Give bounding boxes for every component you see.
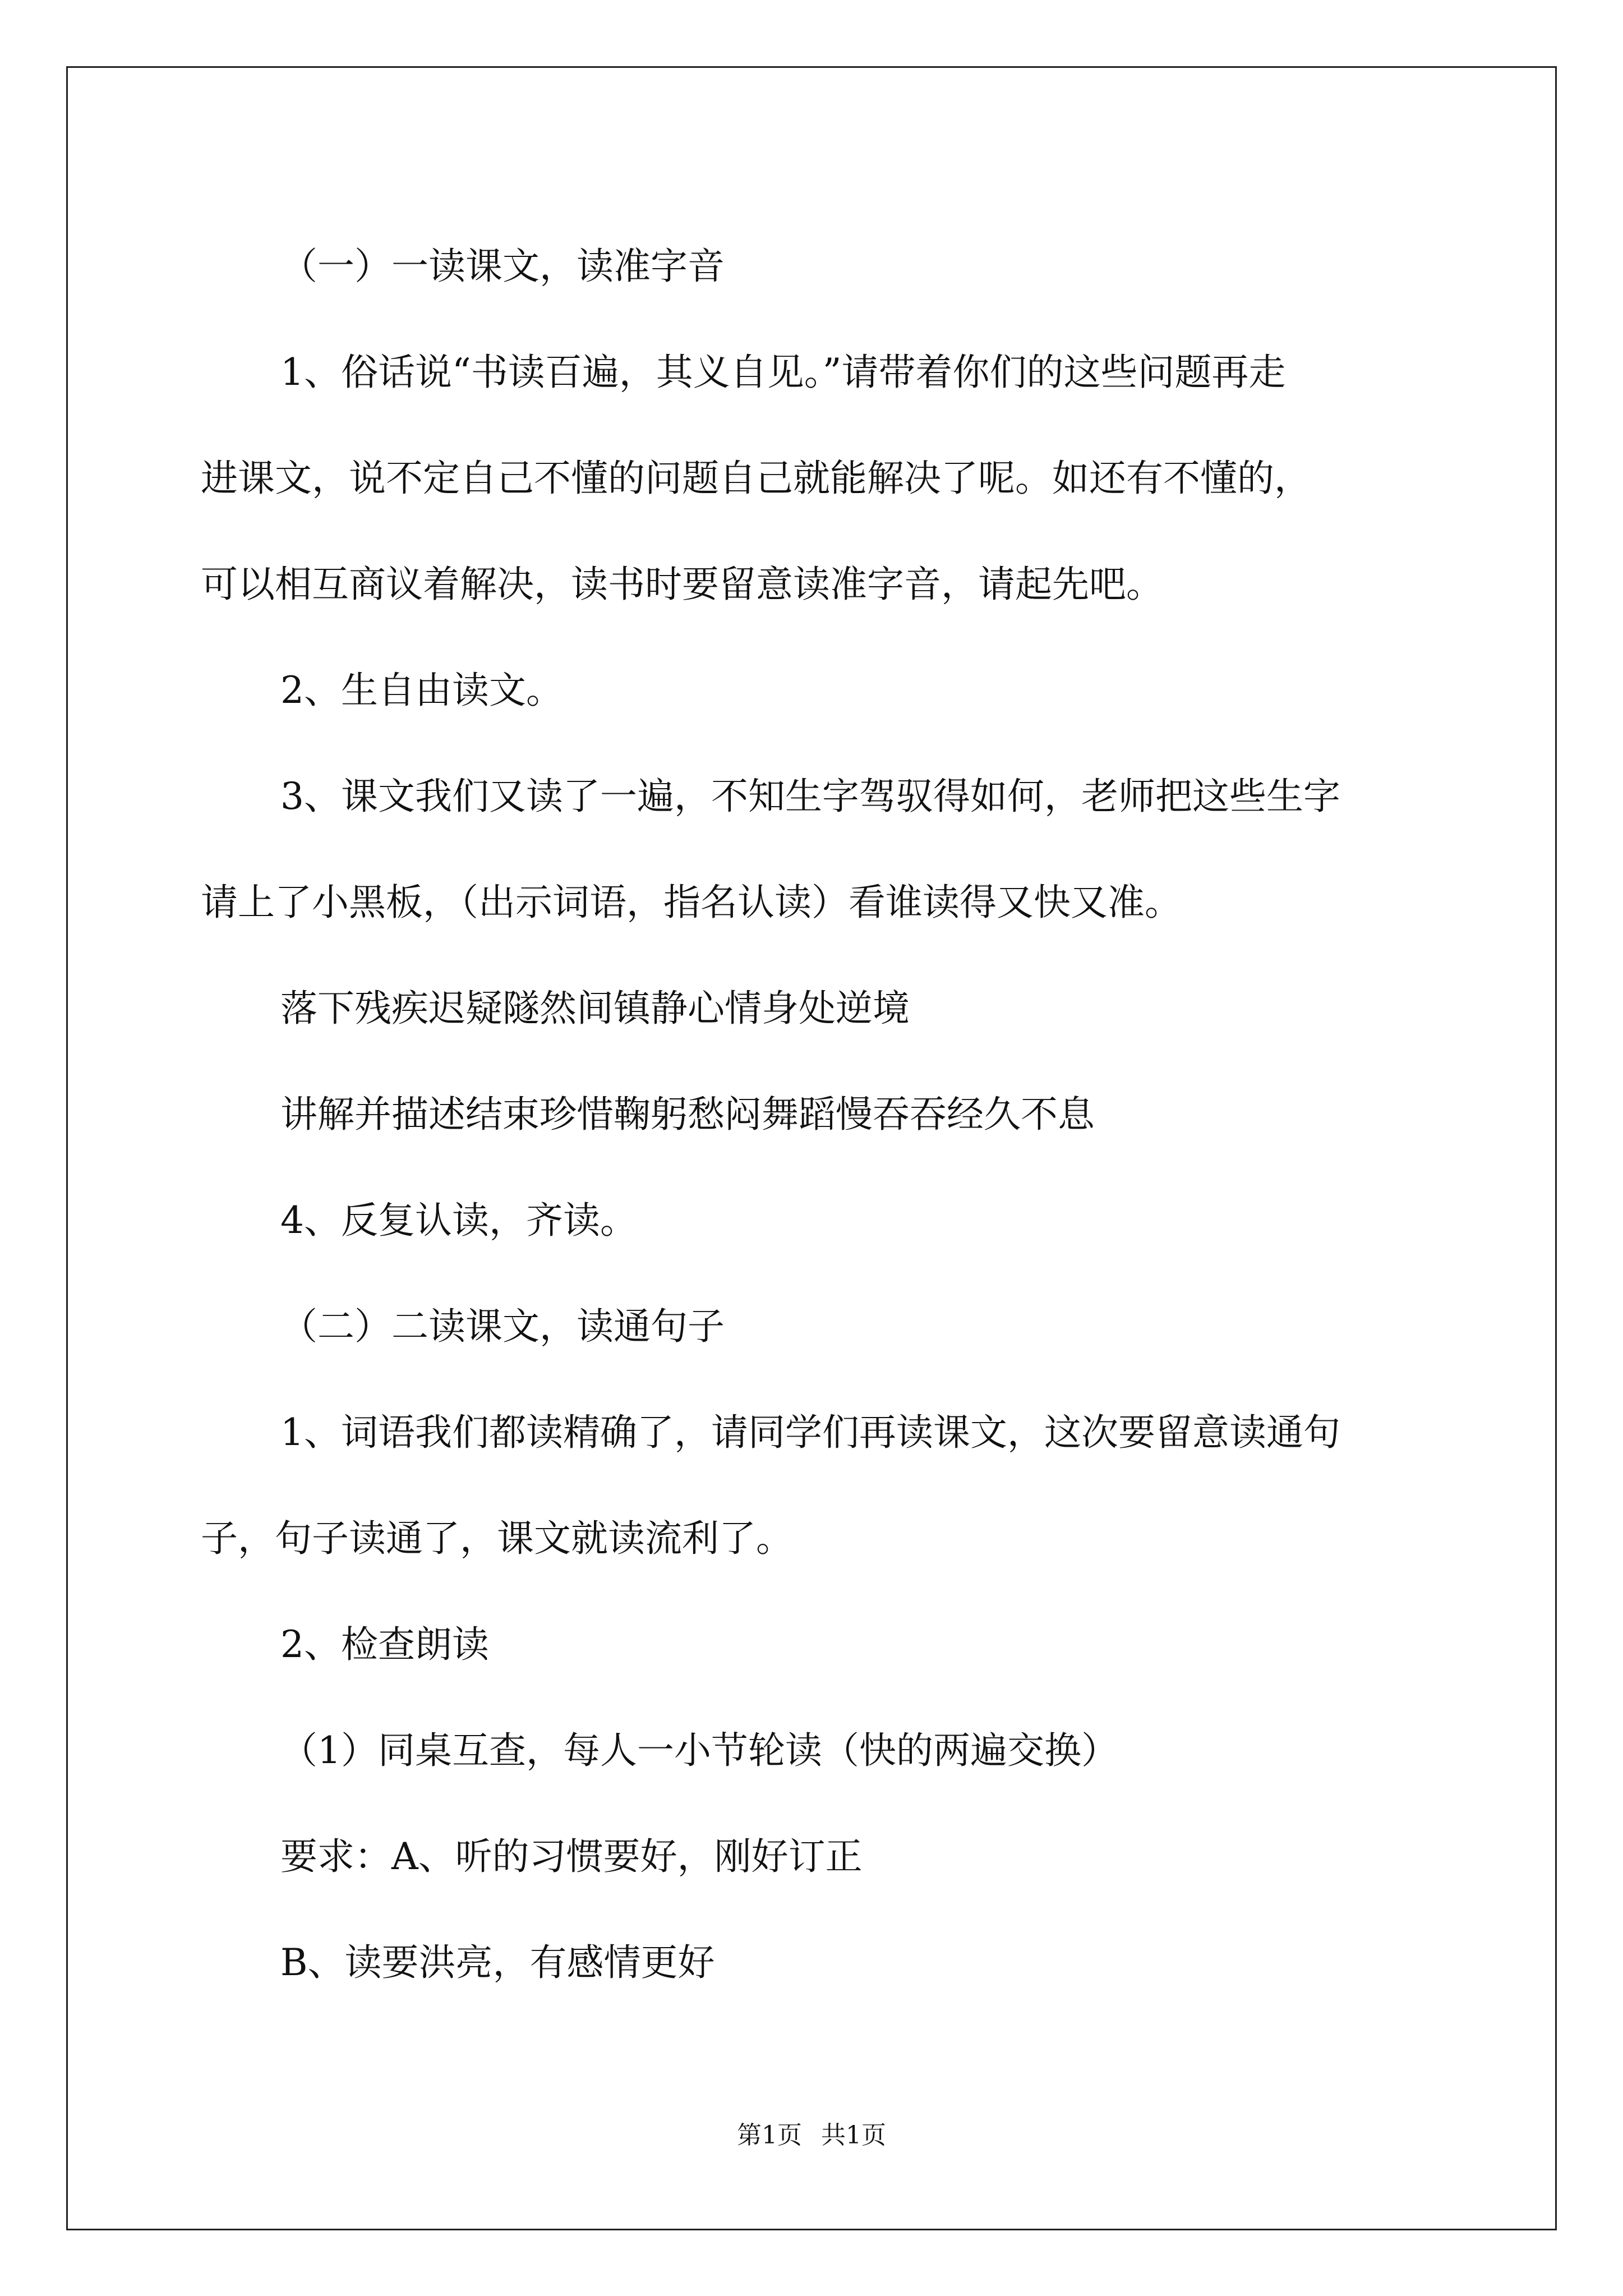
text-line-15: （1）同桌互查，每人一小节轮读（快的两遍交换） — [280, 1729, 1118, 1772]
page-footer — [0, 2115, 1623, 2151]
text-line-17: B、读要洪亮，有感情更好 — [280, 1941, 715, 1984]
text-line-2: 1、俗话说“书读百遍，其义自见。”请带着你们的这些问题再走 — [280, 351, 1286, 394]
text-line-5: 2、生自由读文。 — [280, 669, 563, 712]
text-line-11: （二）二读课文，读通句子 — [280, 1305, 725, 1348]
text-line-13: 子，句子读通了，课文就读流利了。 — [201, 1517, 793, 1560]
text-line-8: 落下残疾迟疑隧然间镇静心情身处逆境 — [280, 987, 910, 1030]
text-line-1: （一）一读课文，读准字音 — [280, 245, 725, 288]
text-line-3: 进课文，说不定自己不懂的问题自己就能解决了呢。如还有不懂的， — [201, 457, 1311, 500]
page-number-total: 共1页 — [821, 2121, 886, 2150]
text-line-6: 3、课文我们又读了一遍，不知生字驾驭得如何，老师把这些生字 — [280, 775, 1340, 818]
text-line-7: 请上了小黑板，（出示词语，指名认读）看谁读得又快又准。 — [201, 881, 1182, 924]
text-line-14: 2、检查朗读 — [280, 1623, 489, 1666]
document-text — [201, 213, 1435, 2016]
document-body — [201, 213, 1435, 2016]
text-line-9: 讲解并描述结束珍惜鞠躬愁闷舞蹈慢吞吞经久不息 — [280, 1093, 1095, 1136]
text-line-12: 1、词语我们都读精确了，请同学们再读课文，这次要留意读通句 — [280, 1411, 1340, 1454]
text-line-16: 要求：A、听的习惯要好，刚好订正 — [280, 1835, 863, 1878]
text-line-4: 可以相互商议着解决，读书时要留意读准字音，请起先吧。 — [201, 563, 1163, 606]
page-number-current: 第1页 — [737, 2121, 802, 2150]
text-line-10: 4、反复认读，齐读。 — [280, 1199, 637, 1242]
